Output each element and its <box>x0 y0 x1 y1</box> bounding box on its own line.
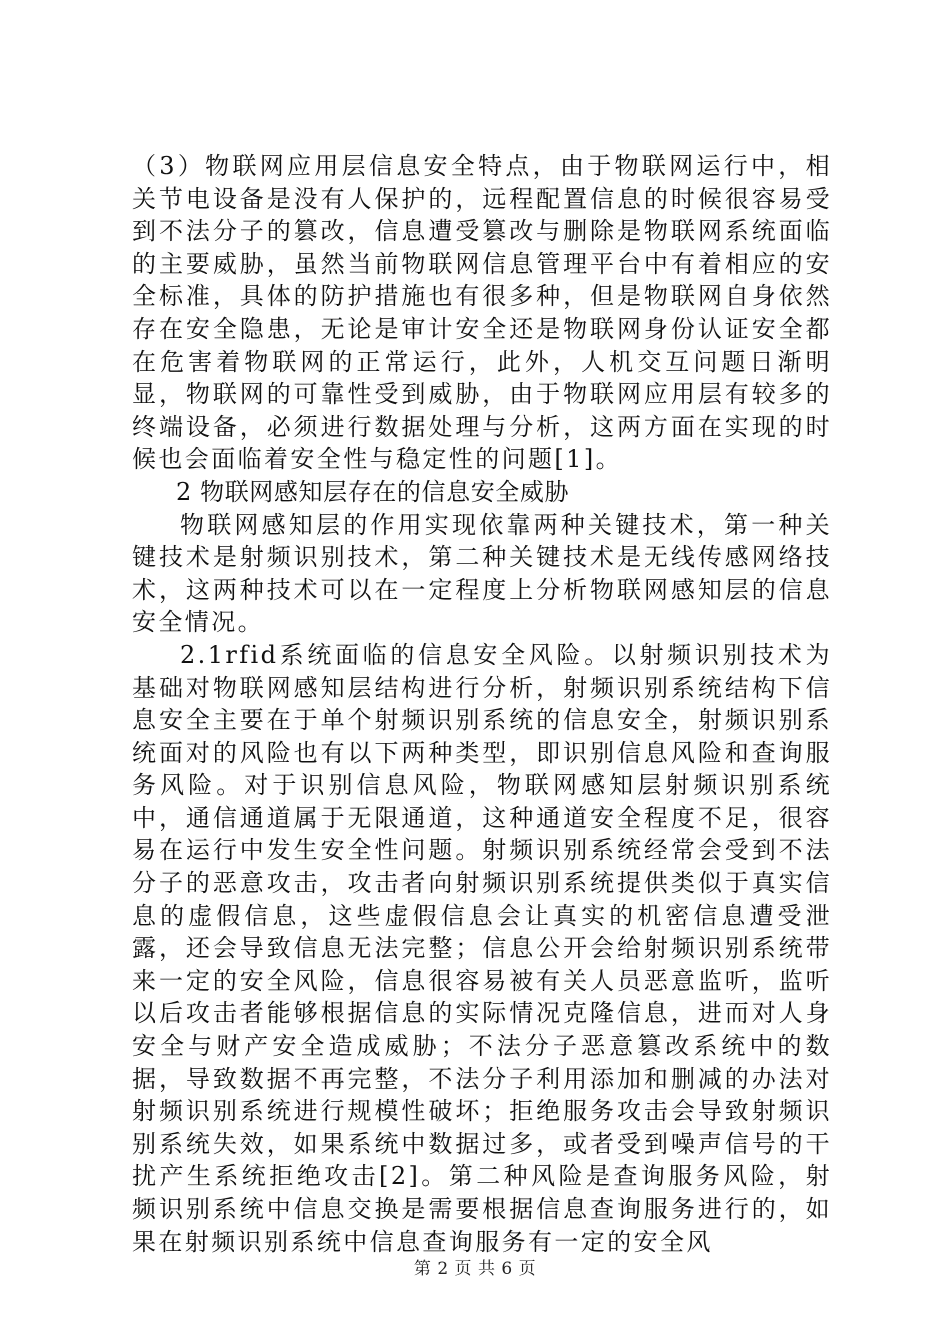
paragraph-perception-layer: 物联网感知层的作用实现依靠两种关键技术，第一种关键技术是射频识别技术，第二种关键技术是无线传感网络技术，这两种技术可以在一定程度上分析物联网感知层的信息安全情况。 <box>132 510 832 637</box>
page-footer: 第 2 页 共 6 页 <box>413 1259 537 1279</box>
paragraph-application-layer: （3）物联网应用层信息安全特点，由于物联网运行中，相关节电设备是没有人保护的，远程配置信息的时候很容易受到不法分子的篡改，信息遭受篡改与删除是物联网系统面临的主要威胁，虽然当前物联网信息管理平台中有着相应的安全标准，具体的防护措施也有很多种，但是物联网自身依然存在安全隐患，无论是审计安全还是物联网身份认证安全都在危害着物联网的正常运行，此外，人机交互问题日渐明显，物联网的可靠性受到威胁，由于物联网应用层有较多的终端设备，必须进行数据处理与分析，这两方面在实现的时候也会面临着安全性与稳定性的问题[1]。 <box>132 152 832 474</box>
section-heading: 2 物联网感知层存在的信息安全威胁 <box>176 477 570 506</box>
paragraph-rfid-risk: 2.1rfid系统面临的信息安全风险。以射频识别技术为基础对物联网感知层结构进行分析，射频识别系统结构下信息安全主要在于单个射频识别系统的信息安全，射频识别系统面对的风险也有以下两种类型，即识别信息风险和查询服务风险。对于识别信息风险，物联网感知层射频识别系统中，通信通道属于无限通道，这种通道安全程度不足，很容易在运行中发生安全性问题。射频识别系统经常会受到不法分子的恶意攻击，攻击者向射频识别系统提供类似于真实信息的虚假信息，这些虚假信息会让真实的机密信息遭受泄露，还会导致信息无法完整；信息公开会给射频识别系统带来一定的安全风险，信息很容易被有关人员恶意监听，监听以后攻击者能够根据信息的实际情况克隆信息，进而对人身安全与财产安全造成威胁；不法分子恶意篡改系统中的数据，导致数据不再完整，不法分子利用添加和删减的办法对射频识别系统进行规模性破坏；拒绝服务攻击会导致射频识别系统失效，如果系统中数据过多，或者受到噪声信号的干扰产生系统拒绝攻击[2]。第二种风险是查询服务风险，射频识别系统中信息交换是需要根据信息查询服务进行的，如果在射频识别系统中信息查询服务有一定的安全风 <box>132 640 832 1256</box>
document-body <box>132 150 832 1258</box>
